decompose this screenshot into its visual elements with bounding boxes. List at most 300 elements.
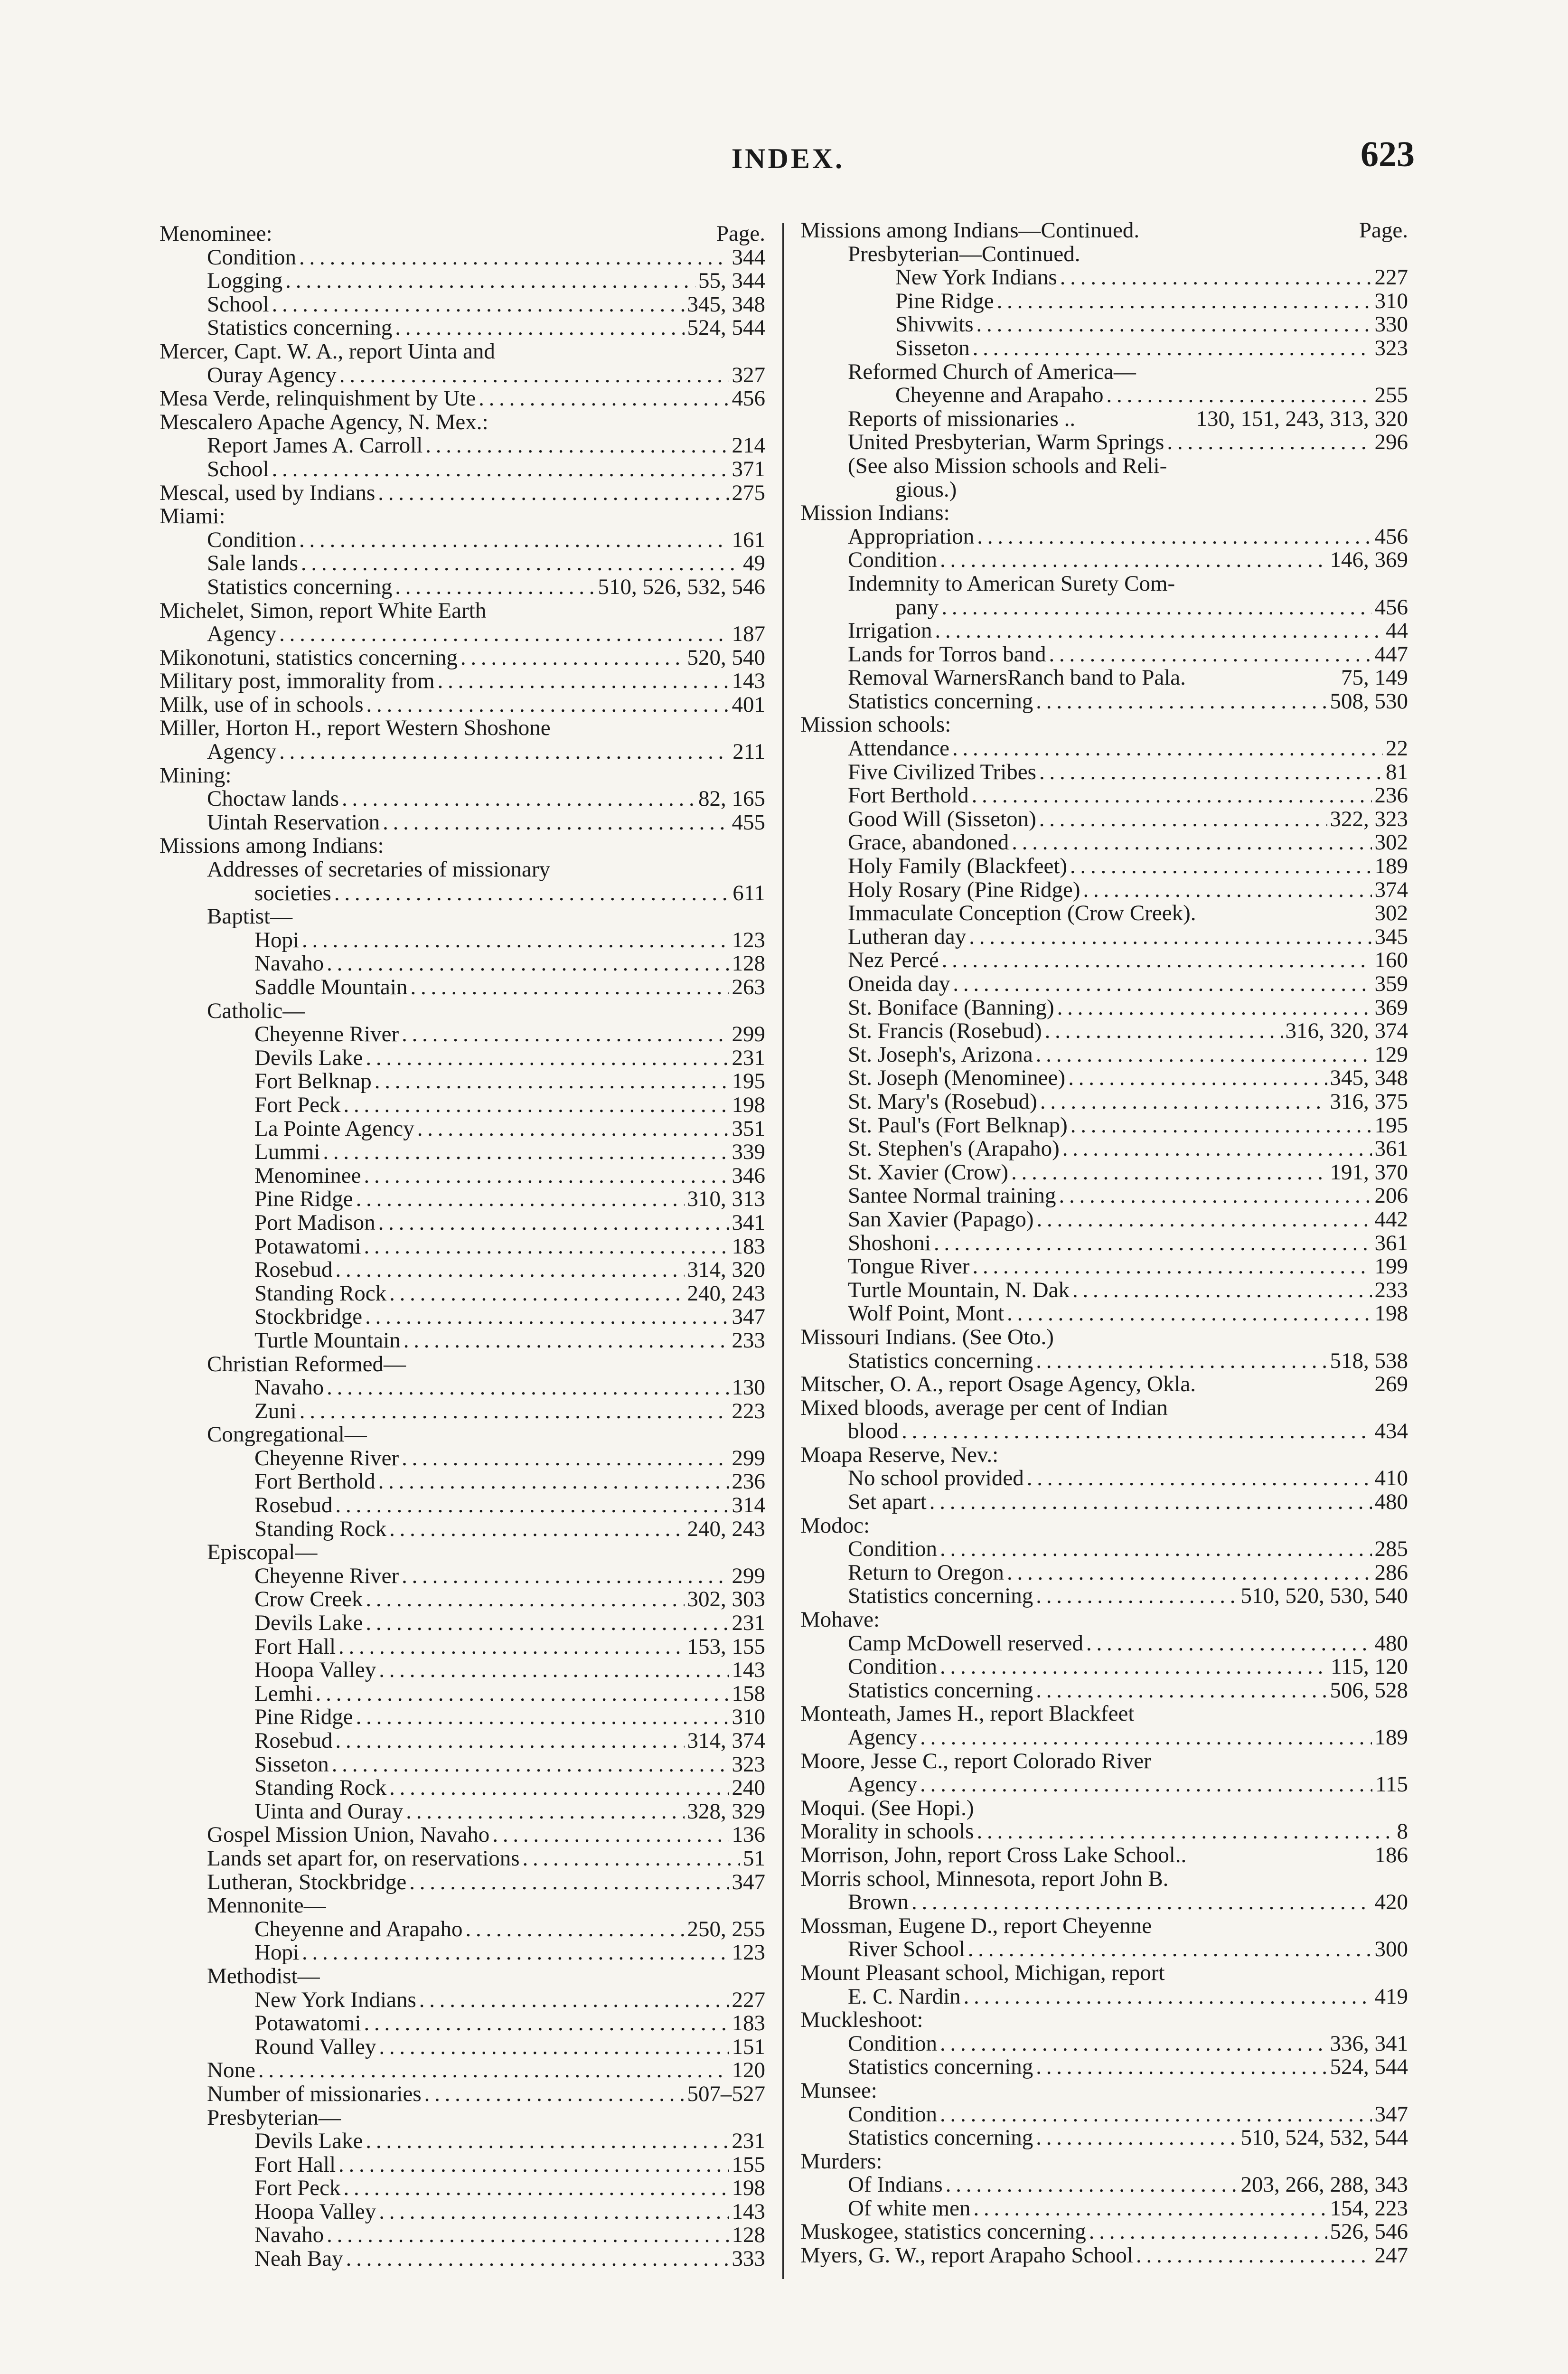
entry-pages: 351: [732, 1117, 765, 1141]
entry-label: School: [207, 457, 269, 481]
index-entry: [800, 360, 1408, 384]
index-entry: [800, 2126, 1408, 2150]
dot-leader: [1036, 2126, 1238, 2150]
index-entry: [160, 458, 765, 481]
index-entry: [800, 1750, 1408, 1773]
entry-pages: 347: [732, 1305, 765, 1329]
index-entry: [800, 949, 1408, 972]
index-entry: [160, 1776, 765, 1800]
index-entry: [160, 364, 765, 387]
entry-label: Condition: [848, 1655, 938, 1679]
entry-pages: 233: [1374, 1278, 1408, 1302]
entry-pages: 345, 348: [1330, 1066, 1408, 1090]
entry-label: Fort Berthold: [848, 784, 969, 808]
entry-pages: 130, 151, 243, 313, 320: [1196, 407, 1408, 431]
entry-pages: 161: [732, 528, 765, 552]
index-entry: [160, 764, 765, 788]
index-entry: [160, 2035, 765, 2059]
entry-label: Indemnity to American Surety Com-: [848, 572, 1175, 596]
entry-label: Statistics concerning: [848, 1349, 1033, 1373]
index-entry: [160, 2082, 765, 2106]
dot-leader: [920, 1773, 1372, 1797]
entry-pages: 316, 320, 374: [1285, 1019, 1408, 1043]
entry-label: Immaculate Conception (Crow Creek).: [848, 902, 1196, 925]
entry-pages: 314, 374: [687, 1729, 765, 1753]
index-entry: [160, 952, 765, 976]
entry-pages: 146, 369: [1330, 548, 1408, 572]
entry-pages: 191, 370: [1330, 1160, 1408, 1185]
entry-label: Devils Lake: [254, 1611, 363, 1635]
entry-pages: 456: [1374, 525, 1408, 549]
entry-pages: 8: [1397, 1820, 1408, 1844]
entry-label: St. Francis (Rosebud): [848, 1019, 1042, 1043]
entry-label: Reformed Church of America—: [848, 360, 1136, 384]
index-entry: [800, 2079, 1408, 2103]
dot-leader: [327, 2223, 729, 2247]
entry-label: Port Madison: [254, 1211, 376, 1235]
entry-label: Cheyenne and Arapaho: [895, 384, 1104, 407]
entry-label: Catholic—: [207, 999, 305, 1023]
dot-leader: [969, 925, 1371, 949]
entry-pages: 344: [732, 245, 765, 270]
entry-label: Moapa Reserve, Nev.:: [800, 1443, 999, 1467]
index-entry: [160, 1258, 765, 1282]
dot-leader: [972, 784, 1372, 808]
entry-pages: 123: [732, 1941, 765, 1965]
index-entry: [160, 1823, 765, 1847]
entry-pages: 419: [1374, 1985, 1408, 2009]
entry-label: Munsee:: [800, 2079, 877, 2103]
index-entry: [800, 2103, 1408, 2127]
dot-leader: [1059, 1184, 1372, 1208]
entry-label: Five Civilized Tribes: [848, 760, 1036, 784]
entry-label: Mount Pleasant school, Michigan, report: [800, 1961, 1165, 1985]
index-entry: [800, 1537, 1408, 1561]
entry-label: Lutheran day: [848, 925, 967, 949]
index-entry: [800, 1820, 1408, 1844]
entry-label: Muckleshoot:: [800, 2008, 923, 2032]
index-entry: [800, 548, 1408, 572]
dot-leader: [1086, 1632, 1372, 1656]
index-entry: [160, 528, 765, 552]
dot-leader: [336, 1258, 685, 1282]
index-entry: [800, 1608, 1408, 1632]
entry-label: Michelet, Simon, report White Earth: [160, 599, 487, 623]
entry-label: Uintah Reservation: [207, 810, 380, 835]
index-entry: [160, 1611, 765, 1635]
entry-label: Wolf Point, Mont: [848, 1302, 1005, 1326]
entry-label: Condition: [207, 245, 297, 270]
entry-pages: 123: [732, 928, 765, 952]
entry-label: (See also Mission schools and Reli-: [848, 454, 1167, 478]
index-entry: [160, 858, 765, 882]
dot-leader: [1036, 1349, 1327, 1373]
index-entry: [800, 2197, 1408, 2221]
entry-label: Statistics concerning: [848, 2126, 1033, 2150]
entry-label: Agency: [207, 740, 277, 764]
dot-leader: [935, 619, 1383, 643]
entry-pages: 227: [732, 1988, 765, 2012]
index-entry: [800, 902, 1408, 925]
index-entry: [800, 1161, 1408, 1185]
entry-pages: 55, 344: [698, 269, 765, 293]
dot-leader: [336, 1494, 729, 1517]
dot-leader: [946, 2173, 1238, 2197]
index-entry: [160, 2153, 765, 2177]
index-entry: [160, 1800, 765, 1824]
entry-label: Fort Belknap: [254, 1070, 372, 1093]
index-entry: [800, 1019, 1408, 1043]
entry-label: Hoopa Valley: [254, 2200, 376, 2224]
index-entry: [800, 313, 1408, 337]
dot-leader: [964, 1985, 1372, 2009]
index-entry: [160, 787, 765, 811]
entry-label: No school provided: [848, 1467, 1024, 1491]
dot-leader: [279, 622, 729, 646]
index-entry: [160, 2176, 765, 2200]
entry-pages: 347: [732, 1870, 765, 1894]
entry-pages: 195: [1374, 1113, 1408, 1138]
index-entry: [800, 972, 1408, 996]
entry-pages: 345, 348: [687, 292, 765, 317]
entry-pages: 195: [732, 1070, 765, 1093]
index-entry: [160, 834, 765, 858]
dot-leader: [332, 1753, 729, 1777]
index-entry: [800, 1561, 1408, 1585]
dot-leader: [389, 1282, 684, 1306]
entry-label: Navaho: [254, 952, 324, 976]
entry-pages: 361: [1374, 1231, 1408, 1255]
dot-leader: [973, 337, 1372, 360]
index-entry: [800, 1137, 1408, 1161]
index-entry: [160, 1305, 765, 1329]
entry-label: Lummi: [254, 1140, 320, 1164]
dot-leader: [1070, 855, 1371, 878]
index-entry: [160, 646, 765, 670]
index-entry: [160, 340, 765, 364]
entry-pages: 302: [1374, 902, 1408, 925]
entry-pages: 330: [1374, 313, 1408, 337]
entry-label: Devils Lake: [254, 2129, 363, 2153]
entry-pages: 442: [1374, 1207, 1408, 1232]
dot-leader: [425, 434, 729, 458]
index-entry: [160, 1705, 765, 1729]
entry-label: Statistics concerning: [207, 316, 393, 340]
entry-pages: 336, 341: [1330, 2032, 1408, 2056]
entry-label: Uinta and Ouray: [254, 1799, 404, 1824]
entry-pages: 206: [1374, 1184, 1408, 1208]
dot-leader: [410, 976, 729, 999]
index-entry: [800, 1726, 1408, 1750]
entry-pages: 143: [732, 1658, 765, 1682]
entry-label: Round Valley: [254, 2035, 376, 2059]
index-entry: [800, 243, 1408, 266]
entry-label: Missions among Indians—Continued.: [800, 219, 1140, 243]
dot-leader: [395, 575, 595, 599]
index-entry: [160, 929, 765, 952]
entry-label: Lutheran, Stockbridge: [207, 1870, 407, 1894]
entry-label: Attendance: [848, 737, 950, 761]
index-entry: [160, 882, 765, 905]
entry-label: Brown: [848, 1891, 909, 1914]
index-entry: [160, 1353, 765, 1376]
dot-leader: [968, 1938, 1372, 1961]
entry-label: Sale lands: [207, 552, 298, 575]
dot-leader: [953, 972, 1371, 996]
dot-leader: [299, 246, 729, 270]
dot-leader: [1036, 2055, 1327, 2079]
entry-label: Mikonotuni, statistics concerning: [160, 646, 458, 670]
index-entry: [160, 1187, 765, 1211]
entry-pages: 236: [1374, 784, 1408, 808]
index-entry: [800, 407, 1408, 431]
entry-pages: 198: [1374, 1302, 1408, 1326]
index-entry: [160, 1470, 765, 1494]
entry-label: Agency: [848, 1726, 918, 1750]
index-entry: [800, 2032, 1408, 2056]
entry-label: United Presbyterian, Warm Springs: [848, 431, 1164, 454]
dot-leader: [1089, 2220, 1327, 2244]
index-entry: [160, 905, 765, 929]
index-entry: [800, 761, 1408, 784]
dot-leader: [492, 1823, 729, 1847]
index-entry: [160, 481, 765, 505]
entry-pages: 189: [1374, 1726, 1408, 1750]
entry-label: Pine Ridge: [254, 1187, 353, 1211]
entry-pages: 250, 255: [687, 1917, 765, 1941]
entry-pages: 82, 165: [698, 787, 765, 811]
index-entry: [800, 1349, 1408, 1373]
index-entry: [800, 1232, 1408, 1255]
entry-label: Christian Reformed—: [207, 1352, 406, 1376]
entry-pages: 240: [732, 1776, 765, 1800]
index-entry: [800, 2220, 1408, 2244]
dot-leader: [479, 387, 729, 411]
entry-label: Lands set apart for, on reservations: [207, 1846, 520, 1871]
entry-pages: 341: [732, 1211, 765, 1235]
entry-label: Moqui. (See Hopi.): [800, 1796, 974, 1820]
dot-leader: [1012, 831, 1371, 855]
index-entry: [160, 1211, 765, 1235]
index-entry: [160, 505, 765, 528]
entry-label: Mining:: [160, 763, 232, 788]
entry-label: Ouray Agency: [207, 363, 337, 387]
index-entry: [800, 431, 1408, 454]
entry-label: River School: [848, 1938, 965, 1961]
entry-pages: 322, 323: [1330, 807, 1408, 831]
index-entry: [160, 1564, 765, 1588]
entry-pages: 369: [1374, 996, 1408, 1020]
entry-pages: 231: [732, 2129, 765, 2153]
entry-pages: 327: [732, 363, 765, 387]
entry-label: Number of missionaries: [207, 2082, 422, 2106]
index-entry: [800, 1373, 1408, 1396]
dot-leader: [343, 2176, 729, 2200]
index-entry: [160, 246, 765, 270]
index-entry: [160, 1847, 765, 1871]
entry-label: Camp McDowell reserved: [848, 1631, 1083, 1656]
entry-label: Hopi: [254, 928, 299, 952]
index-entry: [160, 1423, 765, 1447]
index-entry: [160, 293, 765, 317]
dot-leader: [940, 2103, 1371, 2127]
entry-label: New York Indians: [254, 1988, 416, 2012]
entry-label: Cheyenne River: [254, 1564, 399, 1588]
index-entry: [800, 1985, 1408, 2009]
entry-label: Of Indians: [848, 2173, 943, 2197]
entry-label: St. Xavier (Crow): [848, 1160, 1009, 1185]
entry-label: Military post, immorality from: [160, 669, 435, 693]
entry-pages: 183: [732, 1234, 765, 1259]
entry-label: Appropriation: [848, 525, 975, 549]
entry-pages: 160: [1374, 949, 1408, 972]
index-entry: [160, 1941, 765, 1965]
index-entry: [800, 1514, 1408, 1538]
dot-leader: [523, 1847, 740, 1871]
entry-pages: 151: [732, 2035, 765, 2059]
entry-pages: 347: [1374, 2102, 1408, 2127]
index-entry: [160, 1918, 765, 1941]
dot-leader: [1107, 384, 1372, 407]
entry-label: Rosebud: [254, 1494, 333, 1517]
entry-label: Presbyterian—: [207, 2106, 341, 2130]
index-entry: [800, 1891, 1408, 1914]
index-entry: [160, 1023, 765, 1046]
entry-label: Mission Indians:: [800, 501, 950, 525]
entry-pages: 75, 149: [1341, 666, 1408, 690]
entry-label: Statistics concerning: [848, 2055, 1033, 2079]
dot-leader: [379, 2200, 729, 2224]
entry-label: Mitscher, O. A., report Osage Agency, Okla.: [800, 1373, 1196, 1396]
index-entry: [160, 599, 765, 623]
dot-leader: [383, 811, 729, 835]
dot-leader: [1083, 878, 1372, 902]
index-entry: [800, 1584, 1408, 1608]
entry-pages: 455: [732, 810, 765, 835]
entry-pages: 120: [732, 2059, 765, 2082]
dot-leader: [942, 949, 1372, 972]
entry-pages: 128: [732, 2223, 765, 2248]
index-entry: [800, 1844, 1408, 1867]
entry-pages: 286: [1374, 1561, 1408, 1585]
entry-pages: 81: [1386, 760, 1408, 784]
index-entry: [800, 454, 1408, 478]
dot-leader: [356, 1705, 729, 1729]
index-entry: [800, 1655, 1408, 1679]
entry-label: Neah Bay: [254, 2247, 343, 2271]
entry-label: Mossman, Eugene D., report Cheyenne: [800, 1914, 1152, 1938]
entry-label: Rosebud: [254, 1729, 333, 1753]
index-entry: [800, 1490, 1408, 1514]
entry-label: Agency: [207, 622, 277, 646]
entry-label: None: [207, 2059, 255, 2082]
entry-pages: 314, 320: [687, 1258, 765, 1282]
entry-label: Mission schools:: [800, 713, 951, 737]
entry-label: Oneida day: [848, 972, 950, 996]
dot-leader: [402, 1023, 729, 1046]
entry-pages: 339: [732, 1140, 765, 1164]
entry-label: La Pointe Agency: [254, 1117, 414, 1141]
index-entry: [160, 2223, 765, 2247]
dot-leader: [327, 1376, 729, 1400]
entry-label: Navaho: [254, 1376, 324, 1400]
entry-pages: 143: [732, 669, 765, 693]
index-entry: [800, 690, 1408, 714]
entry-pages: 507–527: [687, 2082, 765, 2106]
entry-label: St. Stephen's (Arapaho): [848, 1137, 1060, 1161]
dot-leader: [346, 2247, 729, 2271]
entry-pages: 524, 544: [687, 316, 765, 340]
entry-label: Statistics concerning: [848, 689, 1033, 714]
index-entry: [160, 1658, 765, 1682]
entry-pages: 130: [732, 1376, 765, 1400]
entry-pages: 510, 526, 532, 546: [598, 575, 765, 599]
entry-pages: 143: [732, 2200, 765, 2224]
entry-label: Miller, Horton H., report Western Shoshone: [160, 716, 551, 741]
dot-leader: [973, 2197, 1327, 2221]
entry-pages: 227: [1374, 266, 1408, 290]
entry-pages: 299: [732, 1564, 765, 1588]
dot-leader: [364, 1164, 729, 1188]
index-entry: [800, 1090, 1408, 1114]
index-entry: [160, 2247, 765, 2271]
entry-pages: 323: [1374, 336, 1408, 360]
dot-leader: [1167, 431, 1371, 454]
entry-label: St. Paul's (Fort Belknap): [848, 1113, 1068, 1138]
dot-leader: [940, 1655, 1328, 1679]
entry-pages: 115: [1375, 1773, 1408, 1797]
index-entry: [160, 811, 765, 835]
dot-leader: [1037, 1208, 1372, 1232]
entry-pages: 401: [732, 693, 765, 717]
dot-leader: [1060, 266, 1372, 290]
entry-label: Miami:: [160, 505, 225, 528]
index-entry: [160, 411, 765, 434]
entry-pages: 186: [1374, 1843, 1408, 1867]
entry-label: Condition: [848, 2102, 938, 2127]
entry-pages: 154, 223: [1330, 2196, 1408, 2221]
entry-label: Fort Hall: [254, 1635, 336, 1659]
index-entry: [800, 1043, 1408, 1067]
entry-label: Set apart: [848, 1490, 927, 1514]
entry-label: St. Boniface (Banning): [848, 996, 1054, 1020]
dot-leader: [930, 1490, 1372, 1514]
entry-pages: 115, 120: [1331, 1655, 1408, 1679]
entry-pages: 51: [743, 1846, 765, 1871]
dot-leader: [940, 548, 1327, 572]
dot-leader: [366, 1611, 729, 1635]
entry-label: Methodist—: [207, 1964, 320, 1988]
entry-label: Hoopa Valley: [254, 1658, 376, 1682]
entry-label: Morality in schools: [800, 1820, 974, 1844]
index-entry: [160, 1588, 765, 1611]
entry-label: Shoshoni: [848, 1231, 931, 1255]
index-entry: [800, 1302, 1408, 1326]
index-entry: [160, 269, 765, 293]
entry-pages: 223: [732, 1399, 765, 1423]
dot-leader: [323, 1140, 729, 1164]
entry-pages: 199: [1374, 1255, 1408, 1279]
entry-label: Tongue River: [848, 1255, 970, 1279]
index-entry: [800, 831, 1408, 855]
entry-label: Cheyenne and Arapaho: [254, 1917, 463, 1941]
entry-label: Choctaw lands: [207, 787, 339, 811]
entry-pages: 285: [1374, 1537, 1408, 1561]
page-column-label: Page.: [716, 222, 765, 246]
index-entry: [160, 316, 765, 340]
entry-label: Pine Ridge: [254, 1705, 353, 1729]
dot-leader: [366, 2129, 729, 2153]
